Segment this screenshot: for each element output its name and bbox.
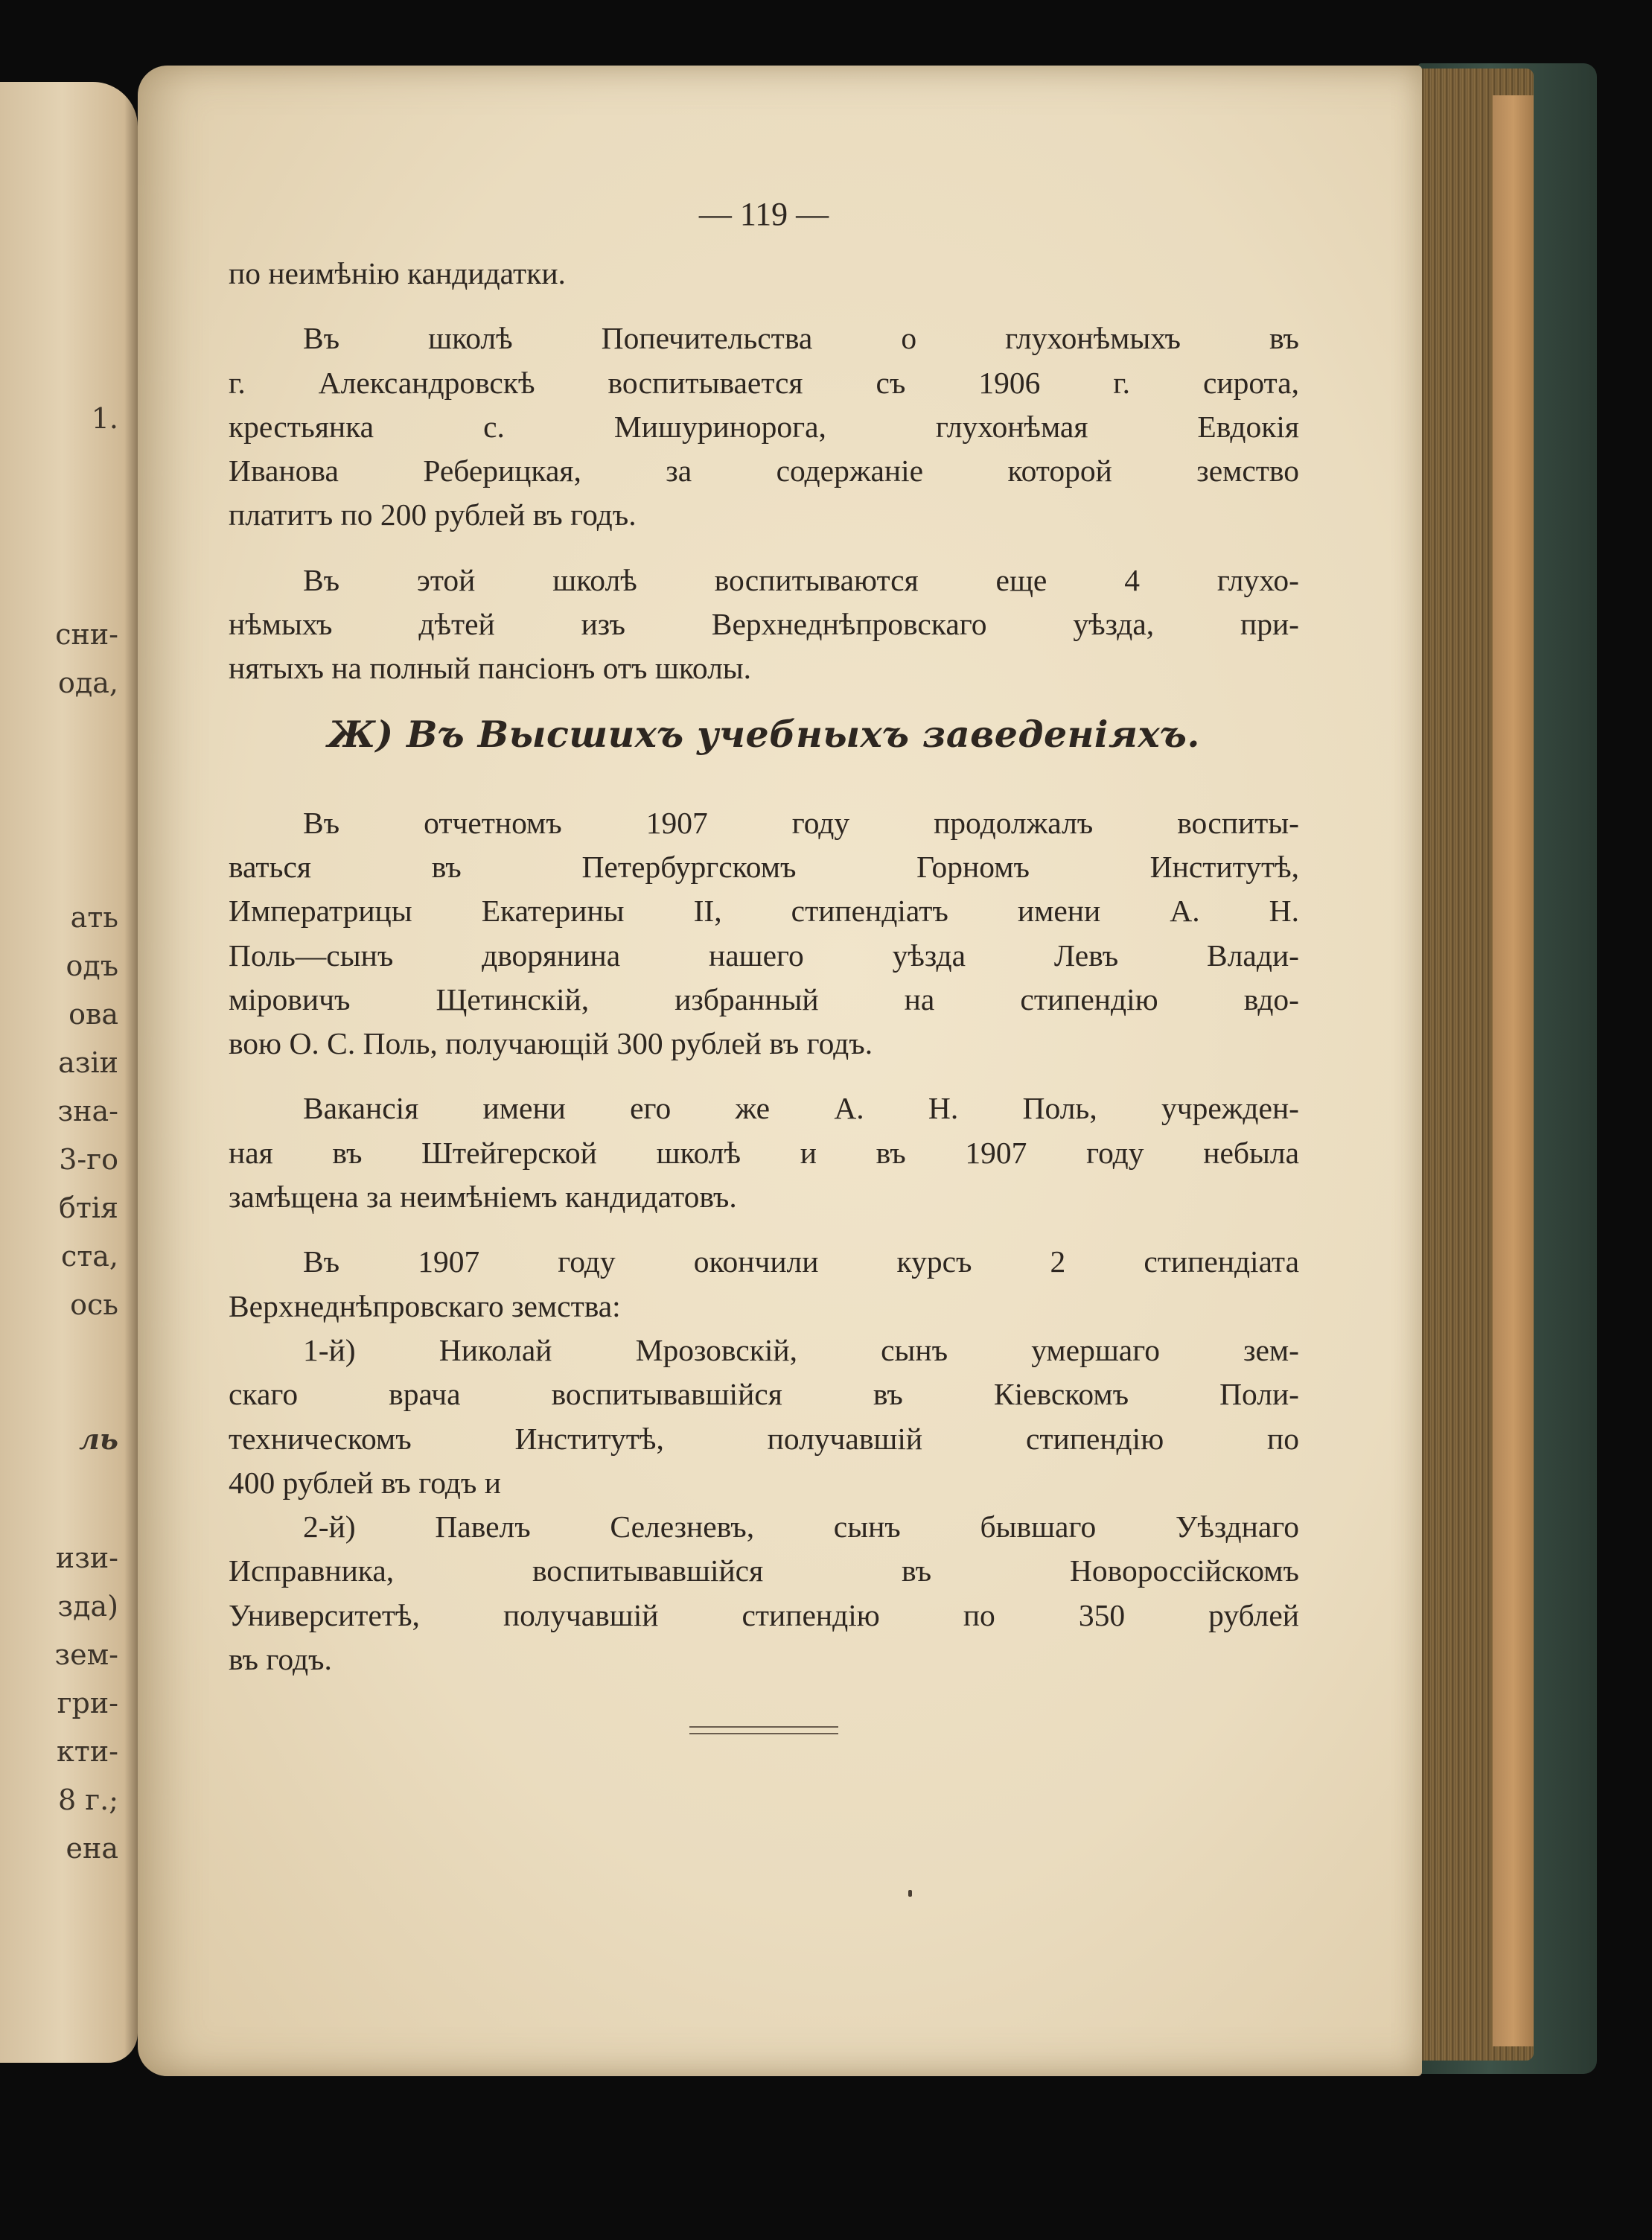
text-line: 2-й) Павелъ Селезневъ, сынъ бывшаго Уѣзднаго	[303, 1509, 1299, 1544]
text-line: 1-й) Николай Мрозовскій, сынъ умершаго зем-	[303, 1332, 1299, 1367]
section-end-rule	[689, 1726, 838, 1734]
text-line: Въ школѣ Попечительства о глухонѣмыхъ въ	[303, 321, 1299, 356]
text-line: Въ отчетномъ 1907 году продолжалъ воспиты-	[303, 805, 1299, 840]
previous-page-fragment: 1.	[91, 402, 118, 435]
text-line: замѣщена за неимѣніемъ кандидатовъ.	[229, 1180, 737, 1215]
previous-page-fragment: гри-	[57, 1687, 118, 1719]
paragraph-gap	[229, 1219, 1299, 1240]
text-line: платитъ по 200 рублей въ годъ.	[229, 497, 637, 532]
text-line: въ годъ.	[229, 1642, 332, 1677]
text-line: Исправника, воспитывавшійся въ Новороссійскомъ	[229, 1553, 1299, 1588]
text-line: Университетѣ, получавшій стипендію по 350 рублей	[229, 1597, 1299, 1632]
text-line: скаго врача воспитывавшійся въ Кіевскомъ Поли-	[229, 1377, 1299, 1412]
page-block-face	[1493, 95, 1534, 2046]
previous-page-fragment: 3-го	[59, 1143, 118, 1176]
paragraph-gap	[229, 296, 1299, 316]
book-page	[138, 66, 1422, 2076]
previous-page-fragment: изи-	[55, 1541, 118, 1574]
text-line: міровичъ Щетинскій, избранный на стипендію вдо-	[229, 981, 1299, 1016]
previous-page-fragment: кти-	[57, 1735, 118, 1768]
text-line: г. Александровскѣ воспитывается съ 1906 г. сирота,	[229, 365, 1299, 400]
previous-page-fragment: зна-	[57, 1095, 118, 1127]
section-heading: Ж) Въ Высшихъ учебныхъ заведеніяхъ.	[328, 712, 1200, 756]
text-line: ная въ Штейгерской школѣ и въ 1907 году небыла	[229, 1135, 1299, 1170]
previous-page-fragment: ена	[66, 1832, 118, 1865]
ink-speck	[908, 1890, 912, 1897]
text-line: техническомъ Институтѣ, получавшій стипендію по	[229, 1421, 1299, 1456]
page-text	[229, 192, 1299, 1734]
previous-page-edge	[0, 82, 138, 2063]
previous-page-text-fragments	[0, 82, 138, 2063]
text-line: Императрицы Екатерины II, стипендіатъ имени А. Н.	[229, 894, 1299, 929]
text-line: Вакансія имени его же А. Н. Поль, учрежден-	[303, 1091, 1299, 1126]
text-line: Верхнеднѣпровскаго земства:	[229, 1288, 621, 1323]
text-line: ваться въ Петербургскомъ Горномъ Институтѣ,	[229, 849, 1299, 884]
previous-page-fragment: зем-	[54, 1638, 118, 1671]
previous-page-fragment: зда)	[57, 1590, 118, 1623]
page-number: — 119 —	[698, 196, 829, 232]
previous-page-fragment: ста,	[60, 1240, 118, 1273]
paragraph-gap	[229, 538, 1299, 559]
text-line: нѣмыхъ дѣтей изъ Верхнеднѣпровскаго уѣзда, при-	[229, 607, 1299, 642]
previous-page-fragment: ось	[70, 1288, 118, 1321]
text-line: крестьянка с. Мишуринорога, глухонѣмая Евдокія	[229, 409, 1299, 444]
page-body	[229, 252, 1299, 1681]
previous-page-fragment: сни-	[55, 618, 118, 651]
previous-page-fragment: одъ	[66, 949, 118, 982]
paragraph-gap	[229, 1066, 1299, 1086]
previous-page-fragment: ова	[68, 998, 118, 1031]
paragraph-gap	[229, 780, 1299, 801]
previous-page-fragment: ать	[70, 901, 118, 934]
text-line: Иванова Реберицкая, за содержаніе которой земство	[229, 454, 1299, 489]
text-line: вою О. С. Поль, получающій 300 рублей въ годъ.	[229, 1026, 873, 1061]
previous-page-fragment: азіи	[58, 1046, 118, 1079]
text-line: 400 рублей въ годъ и	[229, 1465, 501, 1500]
previous-page-fragment: ль	[79, 1422, 118, 1456]
previous-page-fragment: 8 г.;	[57, 1784, 118, 1816]
text-line: по неимѣнію кандидатки.	[229, 256, 566, 290]
text-line: нятыхъ на полный пансіонъ отъ школы.	[229, 651, 752, 686]
previous-page-fragment: бтія	[58, 1191, 118, 1224]
text-line: Въ этой школѣ воспитываются еще 4 глухо-	[303, 562, 1299, 597]
text-line: Въ 1907 году окончили курсъ 2 стипендіата	[303, 1244, 1299, 1279]
text-line: Поль—сынъ дворянина нашего уѣзда Левъ Влади-	[229, 938, 1299, 973]
previous-page-fragment: ода,	[57, 666, 118, 699]
